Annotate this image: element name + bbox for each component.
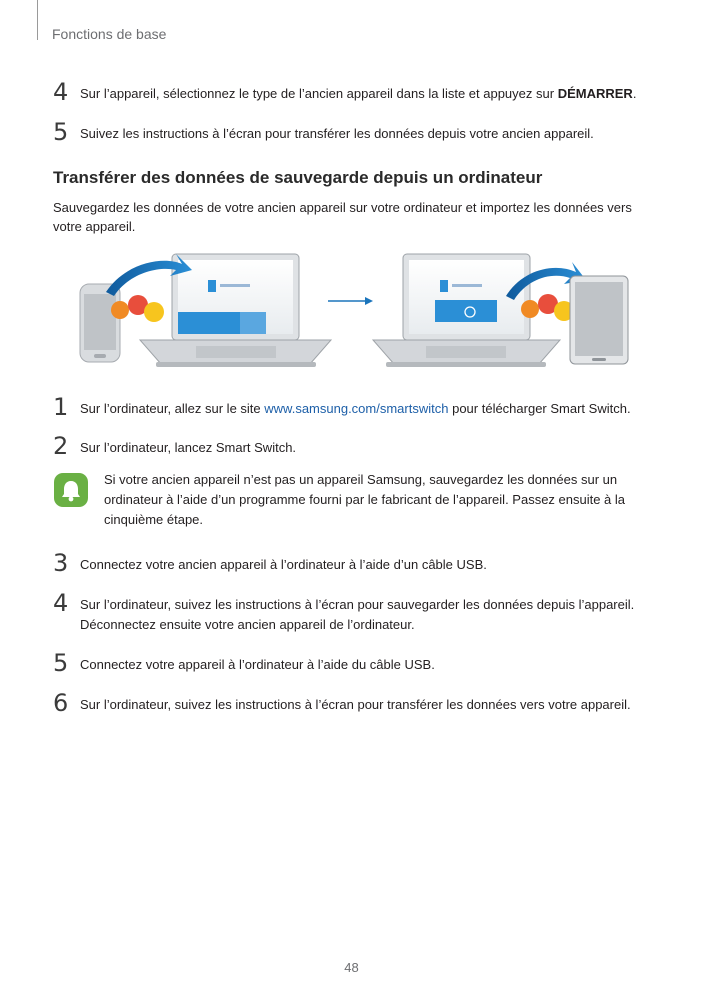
- step-text: Sur l’appareil, sélectionnez le type de l’ancien appareil dans la liste et appuyez sur DÉMARRER.: [80, 86, 637, 101]
- step-number: 4: [53, 78, 69, 106]
- step-number: 6: [53, 689, 69, 717]
- step-number: 5: [53, 649, 69, 677]
- arrow-right-icon: [328, 297, 373, 305]
- section-title: Transférer des données de sauvegarde depuis un ordinateur: [53, 168, 543, 187]
- new-tablet: [570, 276, 628, 364]
- header-divider: [37, 0, 38, 40]
- step-number: 3: [53, 549, 69, 577]
- step-text: Sur l’ordinateur, allez sur le site www.samsung.com/smartswitch pour télécharger Smart Switch.: [80, 401, 631, 416]
- backup-transfer-illustration: [78, 250, 633, 375]
- page-number: 48: [344, 960, 359, 975]
- laptop-left: [140, 254, 331, 367]
- start-keyword: DÉMARRER: [557, 86, 633, 101]
- step-number: 1: [53, 393, 69, 421]
- section-description: Sauvegardez les données de votre ancien appareil sur votre ordinateur et importez les données vers votre appareil.: [53, 200, 632, 234]
- step-text: Sur l’ordinateur, suivez les instructions à l’écran pour transférer les données vers votre appareil.: [80, 697, 631, 712]
- step-text: Suivez les instructions à l’écran pour transférer les données depuis votre ancien appareil.: [80, 126, 594, 141]
- section-header: Fonctions de base: [52, 26, 167, 42]
- step-number: 4: [53, 589, 69, 617]
- step-number: 2: [53, 432, 69, 460]
- step-text: Sur l’ordinateur, lancez Smart Switch.: [80, 440, 297, 455]
- step-number: 5: [53, 118, 69, 146]
- step-text: Connectez votre ancien appareil à l’ordinateur à l’aide d’un câble USB.: [80, 557, 487, 572]
- step-text: Sur l’ordinateur, suivez les instructions à l’écran pour sauvegarder les données depuis l’appareil. Déconnectez ensuite votre ancien appareil de l’ordinateur.: [80, 597, 635, 632]
- step-text: Connectez votre appareil à l’ordinateur à l’aide du câble USB.: [80, 657, 435, 672]
- bell-icon: [54, 473, 88, 507]
- smartswitch-link[interactable]: www.samsung.com/smartswitch: [264, 401, 449, 416]
- note-text: Si votre ancien appareil n’est pas un appareil Samsung, sauvegardez les données sur un ordinateur à l’aide d’un programme fourni par le fabricant de l’appareil. Passez ensuite à la cinquième étape.: [104, 472, 626, 527]
